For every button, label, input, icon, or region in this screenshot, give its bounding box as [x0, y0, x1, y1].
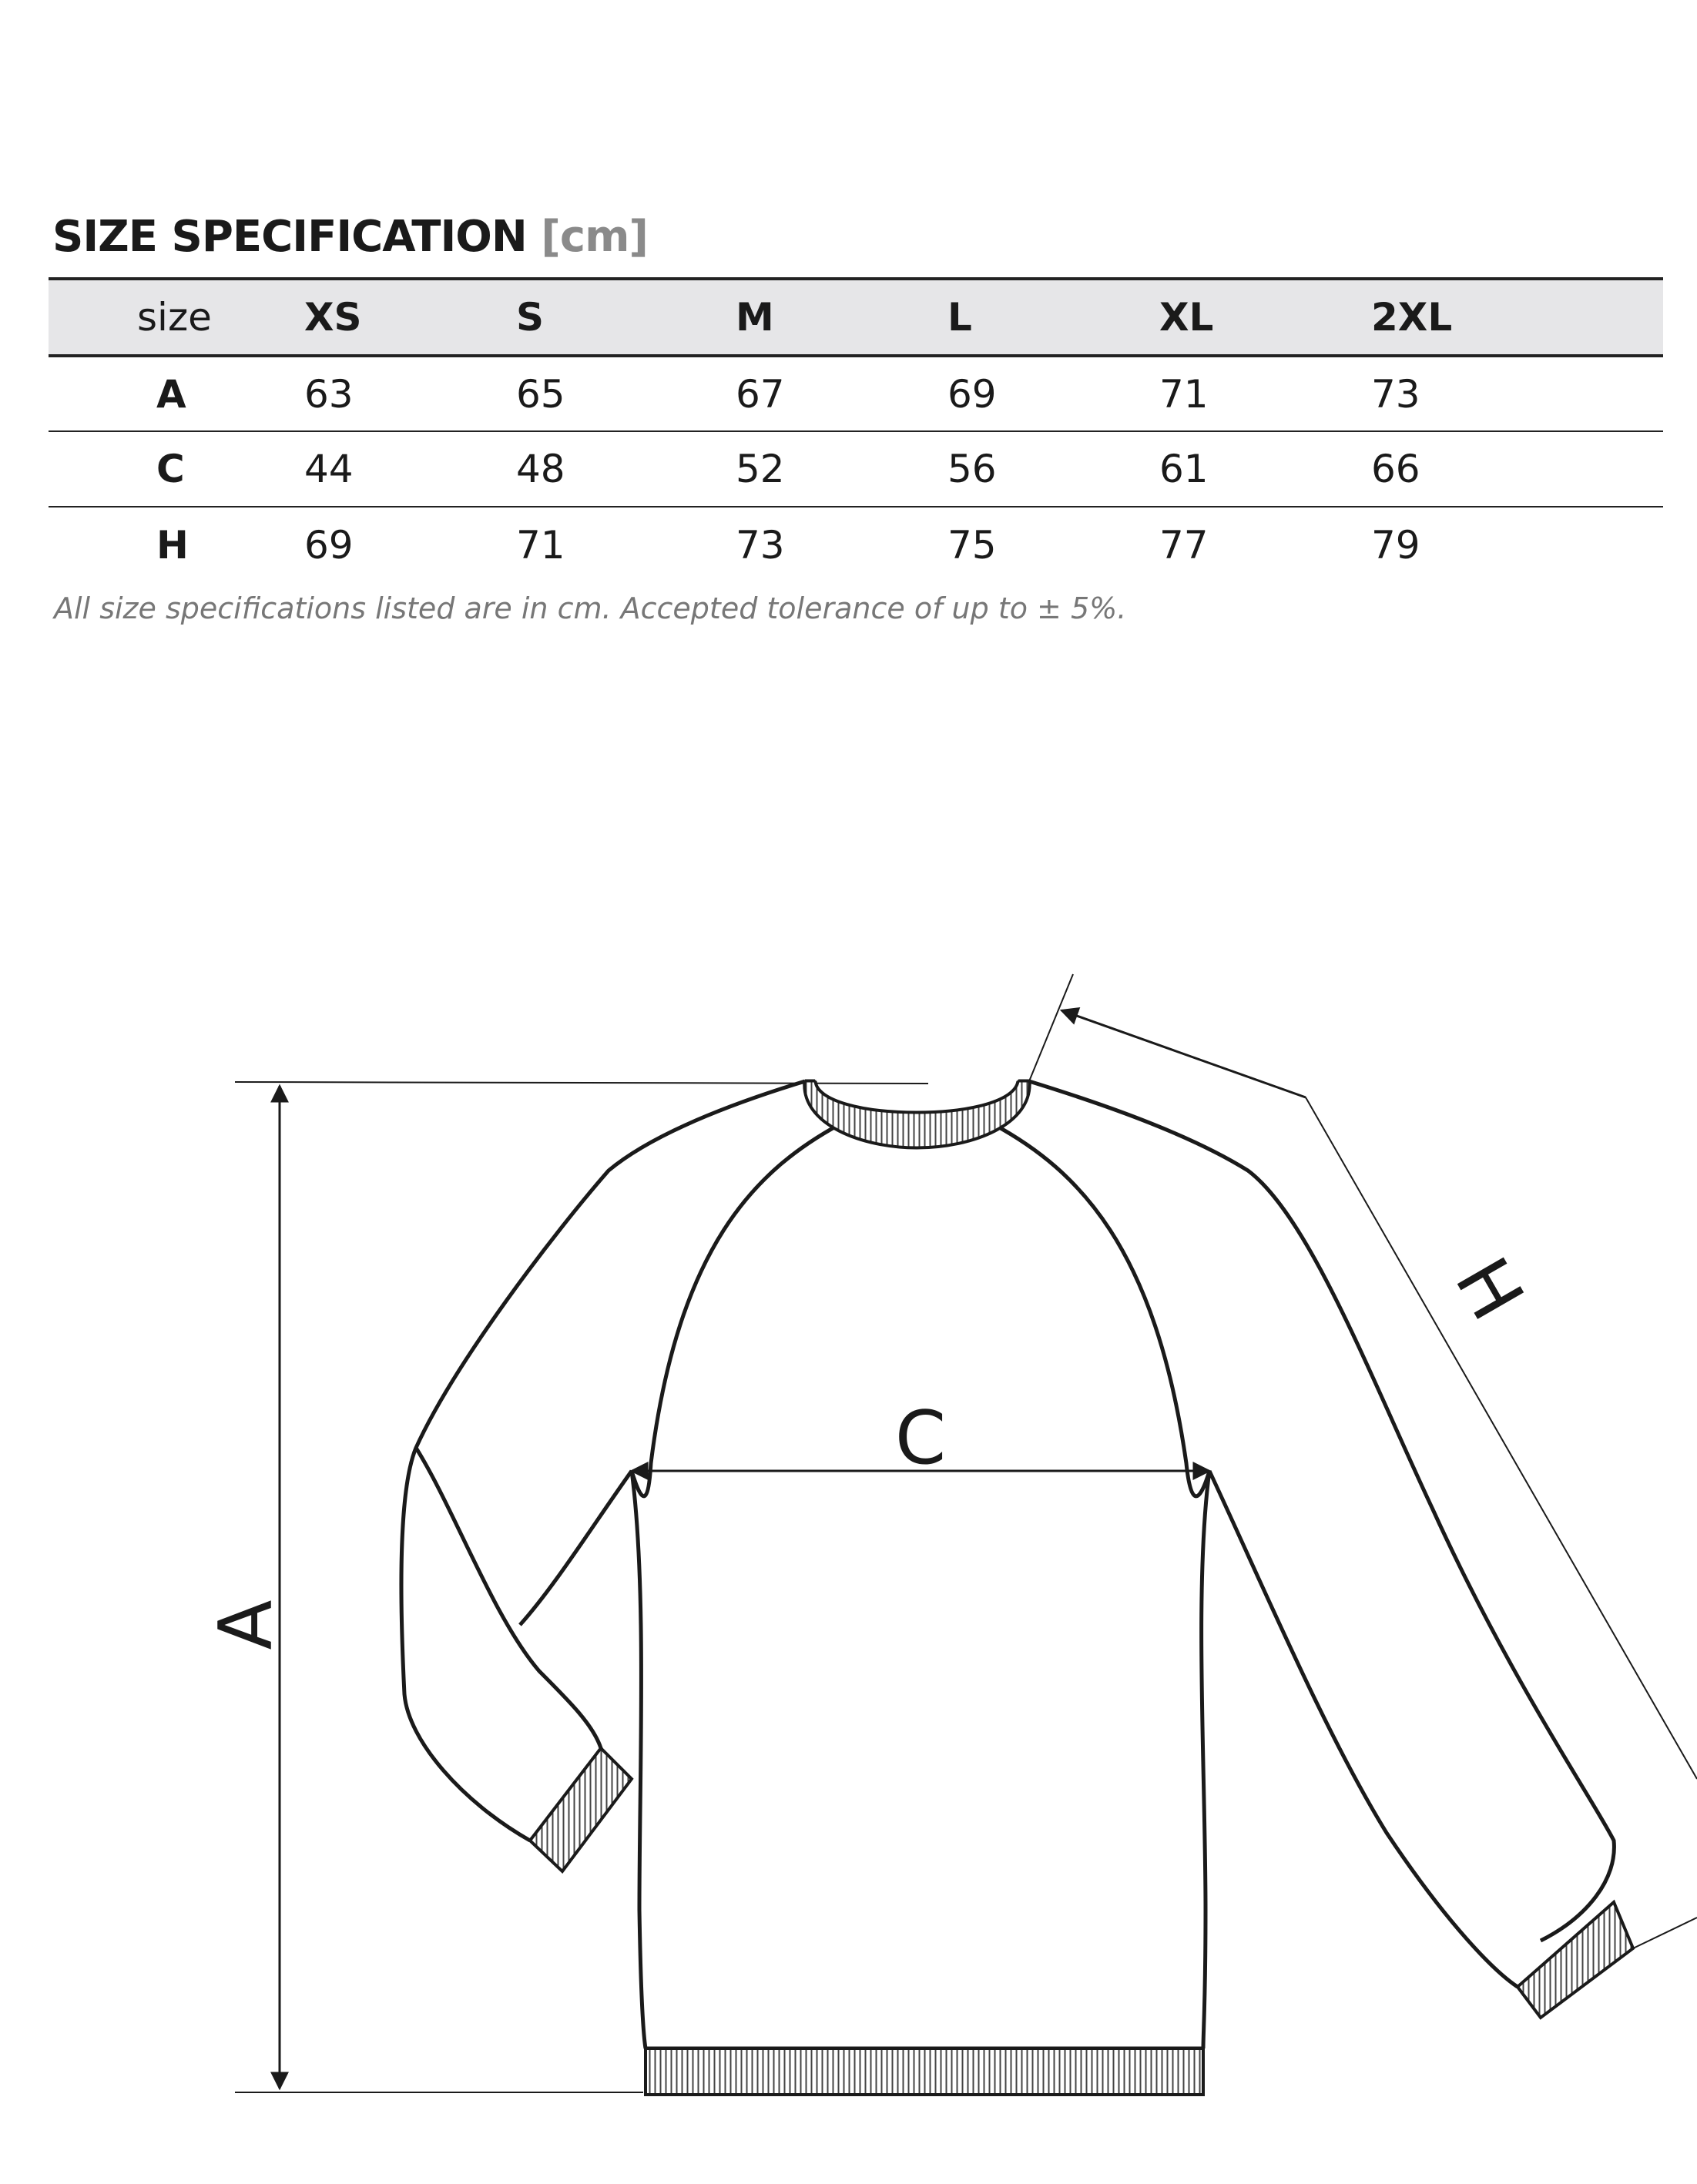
cell-h-s: 71	[516, 522, 565, 568]
header-size-label: size	[49, 279, 304, 356]
row-label-c: C	[49, 431, 304, 507]
cell-a-xs: 63	[304, 356, 516, 431]
cell-c-xs: 44	[304, 431, 516, 507]
header-size-s: S	[516, 279, 736, 356]
cell-a-m: 67	[736, 356, 947, 431]
cell-a-xl: 71	[1159, 356, 1371, 431]
row-label-a: A	[49, 356, 304, 431]
cell-h-l: 75	[947, 522, 997, 568]
table-row-a	[49, 356, 1663, 431]
title-main: SIZE SPECIFICATION	[52, 212, 527, 262]
header-size-2xl: 2XL	[1371, 279, 1663, 356]
cell-h-m: 73	[736, 522, 785, 568]
cell-c-m: 52	[736, 431, 947, 507]
header-size-xl: XL	[1159, 279, 1371, 356]
label-h: H	[1438, 1244, 1540, 1335]
header-size-m: M	[736, 279, 947, 356]
hem-rib	[646, 2048, 1203, 2095]
collar-rib	[805, 1081, 1029, 1147]
cell-a-2xl: 73	[1371, 356, 1663, 431]
sweatshirt-outline	[401, 1081, 1615, 2048]
table-header-row	[49, 279, 1663, 356]
cell-c-2xl: 66	[1371, 431, 1663, 507]
left-cuff-rib	[530, 1748, 632, 1871]
cell-a-s: 65	[516, 356, 736, 431]
cell-a-l: 69	[947, 356, 1159, 431]
row-label-h: H	[156, 522, 189, 568]
cell-c-l: 56	[947, 431, 1159, 507]
header-size-xs: XS	[304, 279, 516, 356]
table-row-c	[49, 431, 1663, 507]
title-unit: [cm]	[541, 212, 649, 262]
tolerance-note: All size specifications listed are in cm. Accepted tolerance of up to ± 5%.	[54, 591, 1127, 625]
cell-h-2xl: 79	[1371, 522, 1420, 568]
size-table	[49, 277, 1663, 582]
label-a: A	[204, 1599, 289, 1650]
cell-h-xl: 77	[1159, 522, 1209, 568]
page-title	[52, 212, 648, 262]
cell-h-xs: 69	[304, 522, 354, 568]
measurement-a	[235, 1082, 928, 2092]
sweatshirt-diagram	[0, 924, 1697, 2184]
measurement-h	[1029, 974, 1697, 1948]
cell-c-xl: 61	[1159, 431, 1371, 507]
table-row-h	[49, 507, 1663, 582]
cell-c-s: 48	[516, 431, 736, 507]
header-size-l: L	[947, 279, 1159, 356]
label-c: C	[894, 1396, 947, 1481]
